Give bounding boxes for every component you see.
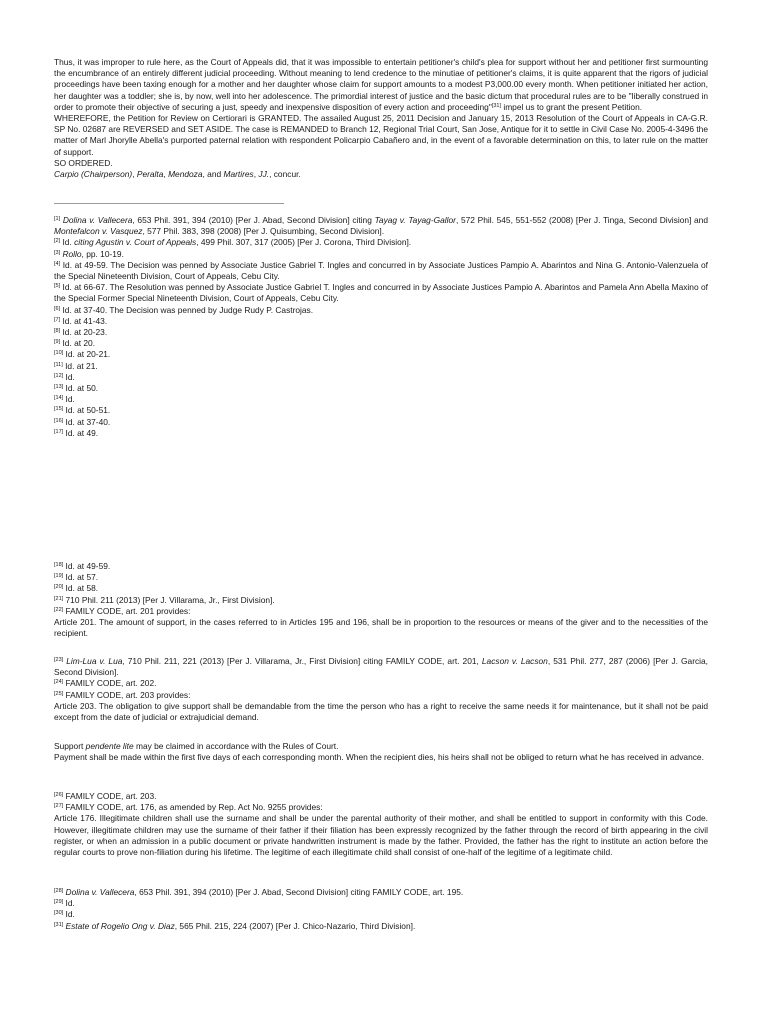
footnote-number: [18] <box>54 562 64 568</box>
footnote-number: [20] <box>54 584 64 591</box>
footnote-number: [7] <box>54 316 61 323</box>
footnote-5: [5] Id. at 66-67. The Resolution was penned by Associate Justice Gabriel T. Ingles and concurred in by Associate Justices Pampio A. Abarintos and Pamela Ann Abella Maxino of the Special Former Special Nineteenth Division, Court of Appeals, Cebu City. <box>54 282 709 304</box>
footnote-number: [5] <box>54 283 61 290</box>
footnote-number: [6] <box>54 305 61 312</box>
footnotes-section-5 <box>54 791 708 858</box>
footnote-number: [3] <box>54 249 61 256</box>
footnote-28: [28] Dolina v. Vallecera, 653 Phil. 391, 394 (2010) [Per J. Abad, Second Division] citing FAMILY CODE, art. 195. <box>54 887 464 897</box>
footnote-number: [16] <box>54 417 64 424</box>
footnote-14: [14] Id. <box>54 394 75 405</box>
footnote-number: [11] <box>54 361 63 368</box>
footnote-number: [31] <box>54 921 64 928</box>
footnote-8: [8] Id. at 20-23. <box>54 327 108 338</box>
footnote-19: [19] Id. at 57. <box>54 572 99 583</box>
footnote-15: [15] Id. at 50-51. <box>54 405 111 416</box>
footnote-number: [21] <box>54 595 64 602</box>
footnote-10: [10] Id. at 20-21. <box>54 349 111 360</box>
footnote-27: [27] FAMILY CODE, art. 176, as amended by Rep. Act No. 9255 provides: <box>54 802 323 813</box>
footnote-number: [25] <box>54 690 64 697</box>
paragraph-wherefore: WHEREFORE, the Petition for Review on Certiorari is GRANTED. The assailed August 25, 2011 Decision and January 15, 2013 Resolution of the Court of Appeals in CA-G.R. SP No. 02687 are REVERSED and SET ASIDE. The case is REMANDED to Branch 12, Regional Trial Court, San Jose, Antique for it to settle in Civil Case No. 2005-4-3496 the matter of Marl Jhorylle Abella's purported paternal relation with respondent Policarpio Cabañero and, in the event of a favorable determination on this, to later rule on the matter of support. <box>54 113 708 157</box>
footnote-26: [26] FAMILY CODE, art. 203. <box>54 791 157 801</box>
so-ordered: SO ORDERED. <box>54 157 113 168</box>
footnote-20: [20] Id. at 58. <box>54 583 99 594</box>
footnote-24: [24] FAMILY CODE, art. 202. <box>54 678 157 689</box>
footnote-number: [26] <box>54 792 64 798</box>
footnote-2: [2] Id. citing Agustin v. Court of Appeals, 499 Phil. 307, 317 (2005) [Per J. Corona, Third Division]. <box>54 237 412 248</box>
footnote-7: [7] Id. at 41-43. <box>54 315 108 326</box>
footnote-number: [14] <box>54 395 64 402</box>
support-pendente-lite: Support pendente lite may be claimed in accordance with the Rules of Court. <box>54 741 339 751</box>
footnote-separator <box>54 203 284 204</box>
footnote-6: [6] Id. at 37-40. The Decision was penned by Judge Rudy P. Castrojas. <box>54 304 314 315</box>
footnote-number: [24] <box>54 679 64 686</box>
footnote-number: [8] <box>54 328 61 335</box>
footnote-9: [9] Id. at 20. <box>54 338 96 349</box>
footnote-21: [21] 710 Phil. 211 (2013) [Per J. Villarama, Jr., First Division]. <box>54 594 275 605</box>
footnote-number: [9] <box>54 339 61 346</box>
footnote-12: [12] Id. <box>54 371 75 382</box>
footnote-number: [19] <box>54 573 64 580</box>
footnote-number: [27] <box>54 803 64 810</box>
article-176-text: Article 176. Illegitimate children shall use the surname and shall be under the parental authority of their mother, and shall be entitled to support in conformity with this Code. However, illegitimate children may use the surname of their father if their filiation has been expressly recognized by the father through the record of birth appearing in the civil register, or when an admission in a public document or private handwritten instrument is made by the father. Provided, the father has the right to institute an action before the regular courts to prove non-filiation during his lifetime. The legitime of each illegitimate child shall consist of one-half of the legitime of a legitimate child. <box>54 813 708 858</box>
footnote-4: [4] Id. at 49-59. The Decision was penned by Associate Justice Gabriel T. Ingles and concurred in by Associate Justices Pampio A. Abarintos and Nina G. Antonio-Valenzuela of the Special Nineteenth Division, Court of Appeals, Cebu City. <box>54 259 709 282</box>
footnote-number: [15] <box>54 406 64 413</box>
footnote-number: [10] <box>54 350 64 357</box>
paragraph-thus: Thus, it was improper to rule here, as the Court of Appeals did, that it was impossible to entertain petitioner's child's plea for support without her and petitioner first surmounting the encumbrance of an entirely different judicial proceeding. Without meaning to lend credence to the minutiae of petitioner's claims, it is quite apparent that the rigors of judicial proceedings have been taxing enough for a mother and her daughter whose claim for support amounts to a modest P3,000.00 every month. When petitioner initiated her action, her daughter was a toddler; she is, by now, well into her adolescence. The primordial interest of justice and the basic dictum that procedural rules are to be "liberally construed in order to promote their objective of securing a just, speedy and inexpensive disposition of every action and proceeding"[31] impel us to grant the present Petition. <box>54 57 708 112</box>
article-201-text: Article 201. The amount of support, in the cases referred to in Articles 195 and 196, shall be in proportion to the resources or means of the giver and to the necessities of the recipient. <box>54 617 708 639</box>
article-203-text: Article 203. The obligation to give support shall be demandable from the time the person who has a right to receive the same needs it for maintenance, but it shall not be paid except from the date of judicial or extrajudicial demand. <box>54 700 708 723</box>
footnote-30: [30] Id. <box>54 909 75 920</box>
footnotes-section-1 <box>54 215 708 439</box>
concurrence-line: Carpio (Chairperson), Peralta, Mendoza, and Martires, JJ., concur. <box>54 169 301 180</box>
footnote-number: [30] <box>54 910 64 917</box>
footnote-number: [29] <box>54 899 64 906</box>
footnote-number: [17] <box>54 428 64 435</box>
footnote-number: [13] <box>54 384 64 391</box>
footnote-18: [18] Id. at 49-59. <box>54 561 111 571</box>
footnote-number: [1] <box>54 216 61 222</box>
footnote-11: [11] Id. at 21. <box>54 360 98 371</box>
footnote-23: [23] Lim-Lua v. Lua, 710 Phil. 211, 221 (2013) [Per J. Villarama, Jr., First Division] citing FAMILY CODE, art. 201, Lacson v. Lacson, 531 Phil. 277, 287 (2006) [Per J. Garcia, Second Division]. <box>54 656 709 678</box>
footnotes-section-6 <box>54 887 708 932</box>
footnote-ref-31[interactable]: [31] <box>491 102 501 109</box>
footnotes-section-3 <box>54 656 708 723</box>
payment-text: Payment shall be made within the first five days of each corresponding month. When the recipient dies, his heirs shall not be obliged to return what he has received in advance. <box>54 752 704 763</box>
footnote-25: [25] FAMILY CODE, art. 203 provides: <box>54 689 191 700</box>
decision-body <box>54 57 708 180</box>
footnote-1: [1] Dolina v. Vallecera, 653 Phil. 391, 394 (2010) [Per J. Abad, Second Division] citing Tayag v. Tayag-Gallor, 572 Phil. 545, 551-552 (2008) [Per J. Tinga, Second Division] and Montefalcon v. Vasquez, 577 Phil. 383, 398 (2008) [Per J. Quisumbing, Second Division]. <box>54 215 708 237</box>
footnote-31: [31] Estate of Rogelio Ong v. Diaz, 565 Phil. 215, 224 (2007) [Per J. Chico-Nazario, Third Division]. <box>54 920 416 931</box>
footnotes-section-2 <box>54 561 708 639</box>
footnote-number: [28] <box>54 888 64 894</box>
footnote-22: [22] FAMILY CODE, art. 201 provides: <box>54 605 191 616</box>
footnote-29: [29] Id. <box>54 898 75 909</box>
footnote-13: [13] Id. at 50. <box>54 383 99 394</box>
footnote-number: [22] <box>54 606 64 613</box>
footnote-16: [16] Id. at 37-40. <box>54 416 111 427</box>
footnote-number: [2] <box>54 238 61 245</box>
footnote-3: [3] Rollo, pp. 10-19. <box>54 248 124 259</box>
footnote-number: [4] <box>54 260 61 267</box>
footnote-number: [12] <box>54 372 64 379</box>
footnote-number: [23] <box>54 657 64 663</box>
footnote-17: [17] Id. at 49. <box>54 427 99 438</box>
footnotes-section-4 <box>54 741 708 763</box>
